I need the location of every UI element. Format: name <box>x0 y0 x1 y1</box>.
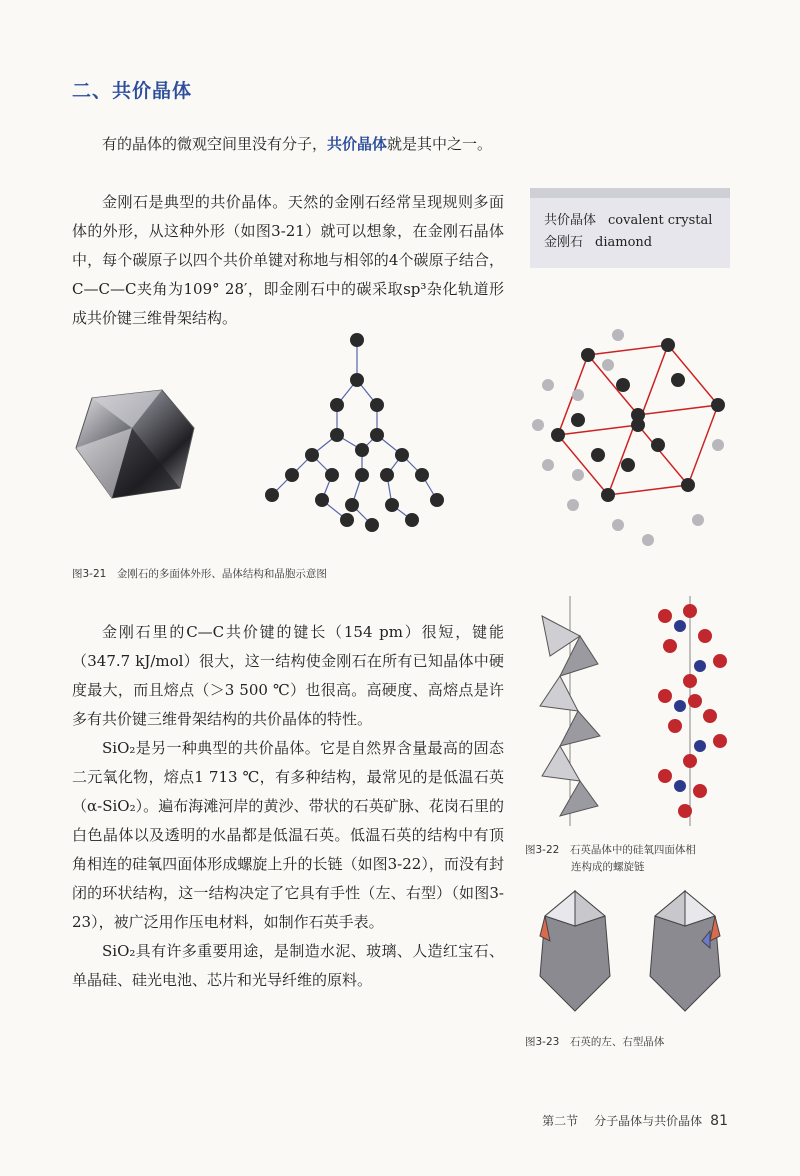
paragraph-4: SiO₂是另一种典型的共价晶体。它是自然界含量最高的固态二元氧化物，熔点1 713 ℃，有多种结构，最常见的是低温石英（α-SiO₂）。遍布海滩河岸的黄沙、带状的石英矿脉、花岗石里的白色晶体以及透明的水晶都是低温石英。低温石英的结构中有顶角相连的硅氧四面体形成螺旋上升的长链（如图3-22），而没有封闭的环状结构，这一结构决定了它具有手性（左、右型）（如图3-23），被广泛用作压电材料，如制作石英手表。 <box>72 739 504 931</box>
keyword-covalent-crystal: 共价晶体 <box>327 135 388 153</box>
paragraph-3: 金刚石里的C—C共价键的键长（154 pm）很短，键能（347.7 kJ/mol）很大，这一结构使金刚石在所有已知晶体中硬度最大，而且熔点（＞3 500 ℃）也很高。高硬度、高熔点是许多有共价键三维骨架结构的共价晶体的特性。 <box>72 623 504 728</box>
diamond-lattice-structure <box>262 325 452 540</box>
figure-3-21-caption: 图3-21 金刚石的多面体外形、晶体结构和晶胞示意图 <box>72 568 327 580</box>
page-number: 81 <box>710 1113 728 1129</box>
glossary-box <box>530 188 730 268</box>
paragraph-2: 金刚石是典型的共价晶体。天然的金刚石经常呈现规则多面体的外形，从这种外形（如图3-21）就可以想象，在金刚石晶体中，每个碳原子以四个共价单键对称地与相邻的4个碳原子结合，C—C—C夹角为109° 28′，即金刚石中的碳采取sp³杂化轨道形成共价键三维骨架结构。 <box>72 193 504 327</box>
silica-helix-ball-model <box>650 596 740 826</box>
quartz-crystals-left-right <box>530 886 730 1016</box>
figure-3-23-caption: 图3-23 石英的左、右型晶体 <box>525 1036 665 1048</box>
silica-tetrahedra-chain <box>530 596 610 826</box>
glossary-item: 金刚石 diamond <box>544 235 653 250</box>
paragraph-1: 有的晶体的微观空间里没有分子，共价晶体就是其中之一。 <box>102 135 493 153</box>
paragraph-5: SiO₂具有许多重要用途，是制造水泥、玻璃、人造红宝石、单晶硅、硅光电池、芯片和光导纤维的原料。 <box>72 942 504 989</box>
section-title: 二、共价晶体 <box>72 80 193 102</box>
diamond-unit-cell <box>518 325 743 550</box>
figure-3-22-caption: 图3-22 石英晶体中的硅氧四面体相 连构成的螺旋链 <box>525 844 696 873</box>
diamond-crystal-photo <box>72 388 200 500</box>
glossary-item: 共价晶体 covalent crystal <box>544 213 713 228</box>
page-footer: 第二节 分子晶体与共价晶体 81 <box>542 1113 728 1129</box>
